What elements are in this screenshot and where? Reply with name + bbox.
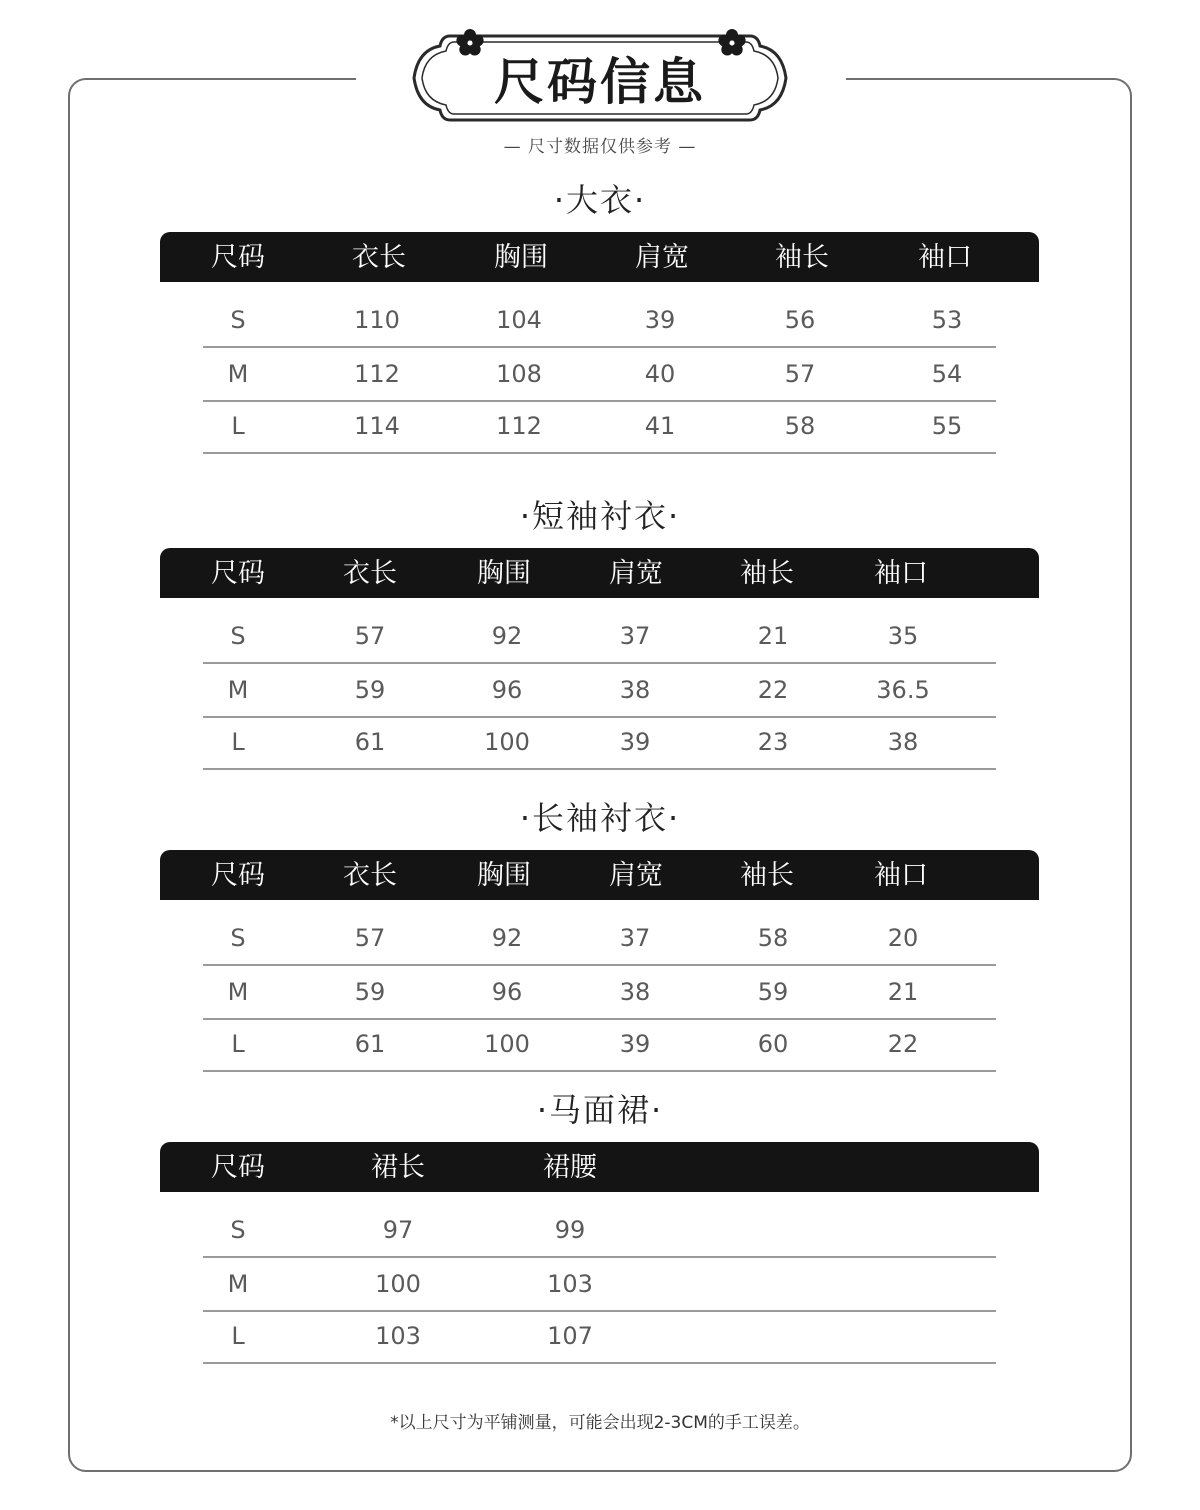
cell: 41 — [644, 412, 676, 440]
cell: L — [231, 1030, 245, 1058]
cell: 60 — [757, 1030, 789, 1058]
cell: 92 — [491, 622, 523, 650]
cell: 96 — [491, 978, 523, 1006]
cell: M — [227, 360, 249, 388]
column-header: 尺码 — [211, 558, 265, 589]
cell: 55 — [931, 412, 963, 440]
table-header — [160, 548, 1039, 598]
column-header: 裙长 — [371, 1152, 425, 1183]
column-header: 衣长 — [352, 242, 406, 273]
cell: S — [230, 622, 246, 650]
table-row — [203, 611, 996, 664]
column-header: 肩宽 — [609, 558, 663, 589]
cell: 53 — [931, 306, 963, 334]
section-title: ·短袖衬衣· — [519, 497, 681, 535]
column-header: 肩宽 — [609, 860, 663, 891]
cell: 58 — [784, 412, 816, 440]
cell: 39 — [644, 306, 676, 334]
cell: 61 — [354, 1030, 386, 1058]
cell: L — [231, 412, 245, 440]
cell: 108 — [496, 360, 542, 388]
table-header — [160, 1142, 1039, 1192]
cell: 57 — [354, 622, 386, 650]
footnote: *以上尺寸为平铺测量，可能会出现2-3CM的手工误差。 — [390, 1413, 810, 1433]
column-header: 袖口 — [918, 242, 972, 273]
cell: 100 — [484, 1030, 530, 1058]
cell: 56 — [784, 306, 816, 334]
cell: 61 — [354, 728, 386, 756]
title-badge — [410, 28, 790, 128]
column-header: 胸围 — [494, 242, 548, 273]
cell: 20 — [887, 924, 919, 952]
cell: 97 — [382, 1216, 414, 1244]
cell: 23 — [757, 728, 789, 756]
cell: 112 — [354, 360, 400, 388]
cell: 36.5 — [876, 676, 930, 704]
table-row — [203, 1259, 996, 1312]
cell: S — [230, 1216, 246, 1244]
column-header: 袖口 — [874, 558, 928, 589]
cell: 104 — [496, 306, 542, 334]
cell: 57 — [784, 360, 816, 388]
cell: 110 — [354, 306, 400, 334]
column-header: 袖长 — [740, 860, 794, 891]
cell: S — [230, 924, 246, 952]
column-header: 衣长 — [343, 860, 397, 891]
cell: 114 — [354, 412, 400, 440]
column-header: 袖长 — [740, 558, 794, 589]
table-row — [203, 967, 996, 1020]
column-header: 肩宽 — [635, 242, 689, 273]
cell: 37 — [619, 924, 651, 952]
column-header: 尺码 — [211, 860, 265, 891]
cell: M — [227, 978, 249, 1006]
page-title: 尺码信息 — [494, 52, 706, 111]
cell: 99 — [554, 1216, 586, 1244]
column-header: 尺码 — [211, 1152, 265, 1183]
cell: L — [231, 728, 245, 756]
cell: 39 — [619, 728, 651, 756]
page-subtitle: — 尺寸数据仅供参考 — — [503, 137, 697, 157]
cell: 21 — [757, 622, 789, 650]
cell: 100 — [484, 728, 530, 756]
cell: 107 — [547, 1322, 593, 1350]
column-header: 胸围 — [477, 860, 531, 891]
cell: 39 — [619, 1030, 651, 1058]
table-header — [160, 850, 1039, 900]
section-title: ·长袖衬衣· — [519, 799, 681, 837]
column-header: 胸围 — [477, 558, 531, 589]
column-header: 衣长 — [343, 558, 397, 589]
table-row — [203, 665, 996, 718]
cell: 38 — [619, 978, 651, 1006]
table-row — [203, 913, 996, 966]
column-header: 袖长 — [775, 242, 829, 273]
cell: M — [227, 676, 249, 704]
cell: L — [231, 1322, 245, 1350]
cell: 103 — [375, 1322, 421, 1350]
cell: 57 — [354, 924, 386, 952]
cell: 100 — [375, 1270, 421, 1298]
table-row — [203, 349, 996, 402]
cell: 58 — [757, 924, 789, 952]
cell: 21 — [887, 978, 919, 1006]
cell: 112 — [496, 412, 542, 440]
cell: 103 — [547, 1270, 593, 1298]
cell: 59 — [354, 978, 386, 1006]
cell: S — [230, 306, 246, 334]
table-row — [203, 401, 996, 454]
cell: 59 — [757, 978, 789, 1006]
cell: 35 — [887, 622, 919, 650]
cell: 59 — [354, 676, 386, 704]
table-row — [203, 295, 996, 348]
cell: 22 — [887, 1030, 919, 1058]
cell: 96 — [491, 676, 523, 704]
table-row — [203, 1019, 996, 1072]
table-row — [203, 717, 996, 770]
cell: 38 — [887, 728, 919, 756]
section-title: ·马面裙· — [536, 1091, 664, 1129]
cell: 92 — [491, 924, 523, 952]
table-row — [203, 1205, 996, 1258]
cell: 37 — [619, 622, 651, 650]
column-header: 袖口 — [874, 860, 928, 891]
cell: M — [227, 1270, 249, 1298]
column-header: 裙腰 — [543, 1152, 597, 1183]
cell: 38 — [619, 676, 651, 704]
column-header: 尺码 — [211, 242, 265, 273]
table-header — [160, 232, 1039, 282]
cell: 22 — [757, 676, 789, 704]
section-title: ·大衣· — [553, 181, 647, 219]
cell: 54 — [931, 360, 963, 388]
plum-flower-icon — [717, 28, 747, 58]
cell: 40 — [644, 360, 676, 388]
table-row — [203, 1311, 996, 1364]
